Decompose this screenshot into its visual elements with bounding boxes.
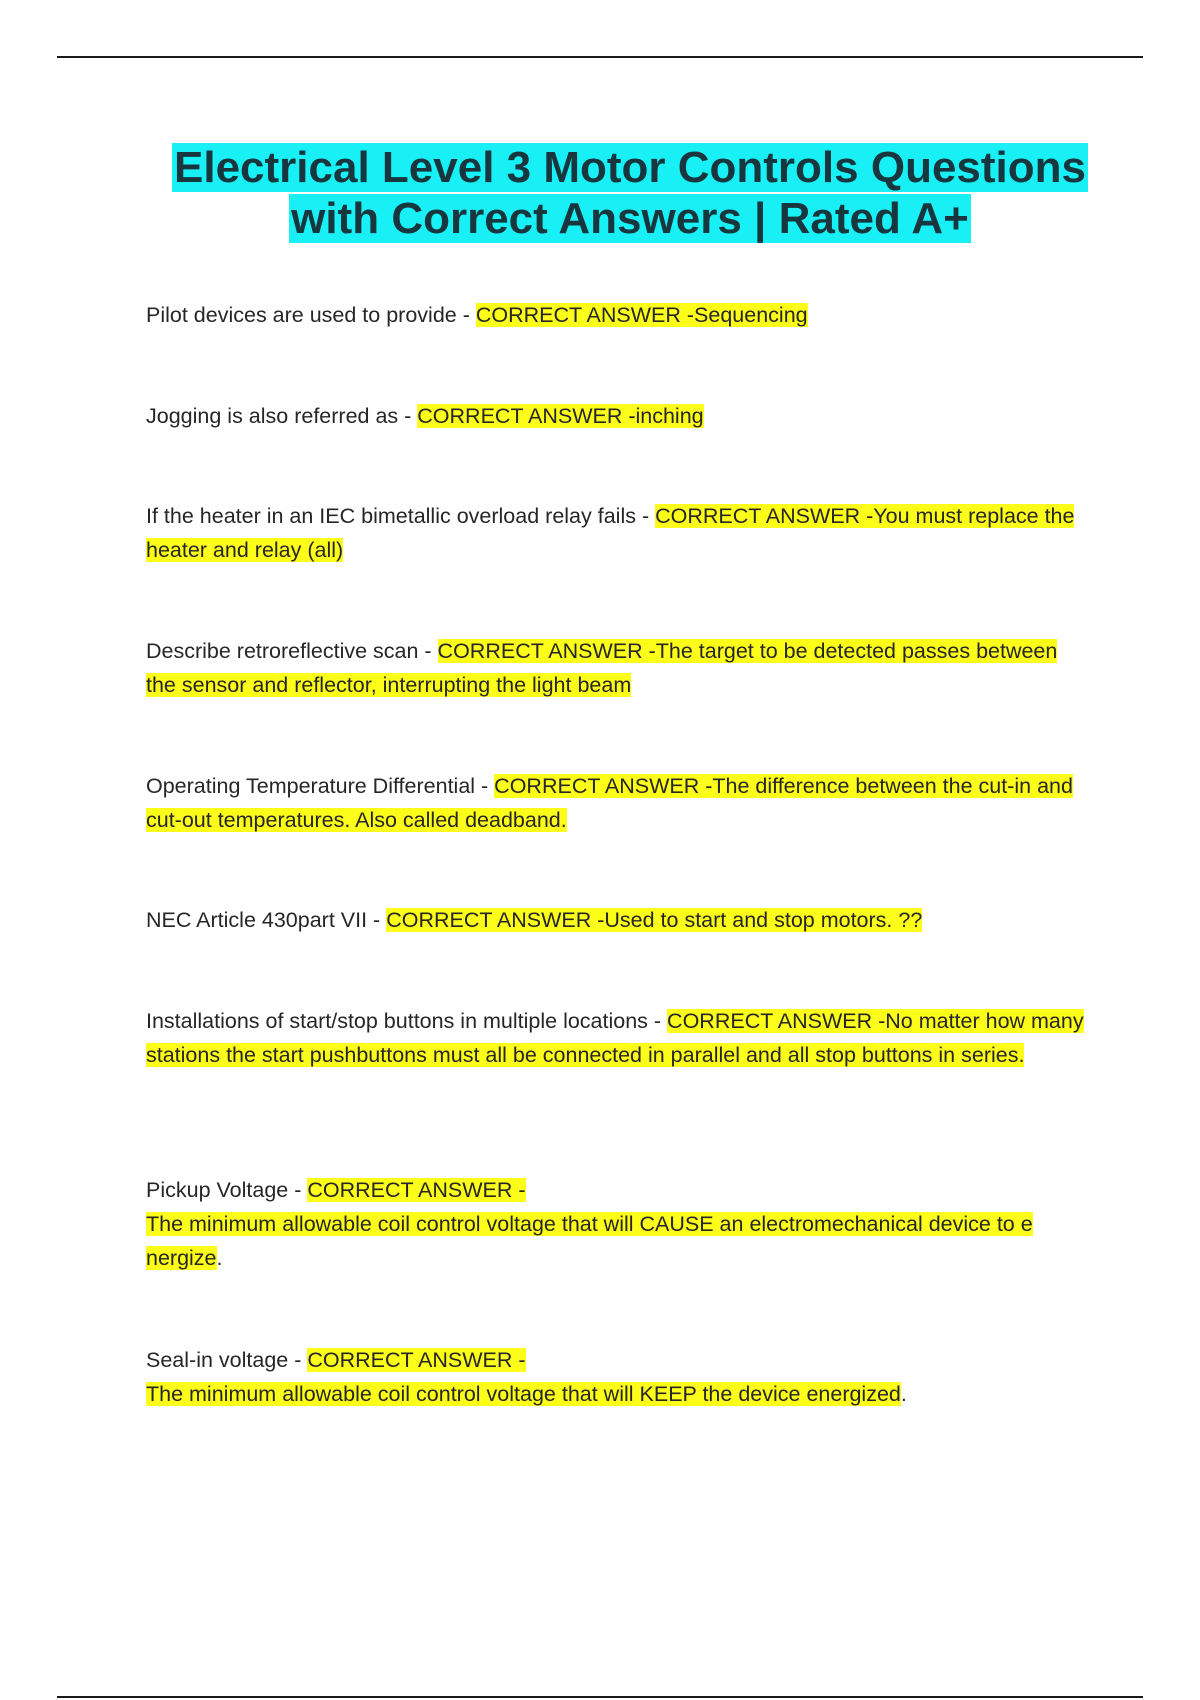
qa-item-temperature-differential: Operating Temperature Differential - CORRECT ANSWER -The difference between the cut-in and cut-out temperatures. Also called deadband.: [146, 774, 1073, 832]
answer-text: CORRECT ANSWER -The target to be detected passes between the sensor and reflector, interrupting the light beam: [146, 639, 1058, 697]
answer-text: CORRECT ANSWER -inching: [417, 404, 704, 428]
question-text: Installations of start/stop buttons in multiple locations: [146, 1009, 648, 1033]
question-text: Pilot devices are used to provide: [146, 303, 457, 327]
answer-text: CORRECT ANSWER -Used to start and stop motors. ??: [386, 908, 923, 932]
answer-text: The minimum allowable coil control voltage that will CAUSE an electromechanical device to e nergize: [146, 1212, 1033, 1270]
question-text: NEC Article 430part VII: [146, 908, 368, 932]
question-text: Pickup Voltage: [146, 1178, 289, 1202]
qa-item-retroreflective: Describe retroreflective scan - CORRECT ANSWER -The target to be detected passes between the sensor and reflector, interrupting the light beam: [146, 639, 1058, 697]
answer-trailing: .: [900, 1382, 907, 1406]
answer-label: CORRECT ANSWER -: [307, 1348, 526, 1372]
question-text: Describe retroreflective scan: [146, 639, 419, 663]
answer-text: CORRECT ANSWER -Sequencing: [475, 303, 808, 327]
answer-text: CORRECT ANSWER -The difference between the cut-in and cut-out temperatures. Also called deadband.: [146, 774, 1073, 832]
answer-label: CORRECT ANSWER -: [307, 1178, 526, 1202]
qa-item-iec-overload: If the heater in an IEC bimetallic overload relay fails - CORRECT ANSWER -You must replace the heater and relay (all): [146, 504, 1075, 562]
answer-text: The minimum allowable coil control voltage that will KEEP the device energized: [146, 1382, 901, 1406]
qa-item-start-stop-buttons: Installations of start/stop buttons in multiple locations - CORRECT ANSWER -No matter how many stations the start pushbuttons must all be connected in parallel and all stop buttons in series.: [146, 1009, 1084, 1067]
qa-item-seal-in-voltage: Seal-in voltage - CORRECT ANSWER - The minimum allowable coil control voltage that will KEEP the device energized.: [146, 1348, 907, 1406]
qa-item-pilot-devices: Pilot devices are used to provide - CORRECT ANSWER -Sequencing: [146, 303, 808, 327]
document-title: [120, 142, 1140, 244]
question-text: If the heater in an IEC bimetallic overload relay fails: [146, 504, 636, 528]
title-line-2: with Correct Answers | Rated A+: [291, 194, 969, 243]
question-text: Jogging is also referred as: [146, 404, 399, 428]
answer-text: CORRECT ANSWER -You must replace the heater and relay (all): [146, 504, 1075, 562]
top-rule: [57, 56, 1143, 58]
qa-item-jogging: Jogging is also referred as - CORRECT ANSWER -inching: [146, 404, 704, 428]
qa-item-pickup-voltage: Pickup Voltage - CORRECT ANSWER - The minimum allowable coil control voltage that will CAUSE an electromechanical device to e nergize.: [146, 1178, 1033, 1270]
answer-text: CORRECT ANSWER -No matter how many stations the start pushbuttons must all be connected in parallel and all stop buttons in series.: [146, 1009, 1084, 1067]
qa-item-nec-article: NEC Article 430part VII - CORRECT ANSWER -Used to start and stop motors. ??: [146, 908, 923, 932]
question-text: Operating Temperature Differential: [146, 774, 476, 798]
question-text: Seal-in voltage: [146, 1348, 289, 1372]
bottom-rule: [57, 1696, 1143, 1698]
answer-trailing: .: [216, 1246, 223, 1270]
title-line-1: Electrical Level 3 Motor Controls Questions: [174, 143, 1086, 192]
